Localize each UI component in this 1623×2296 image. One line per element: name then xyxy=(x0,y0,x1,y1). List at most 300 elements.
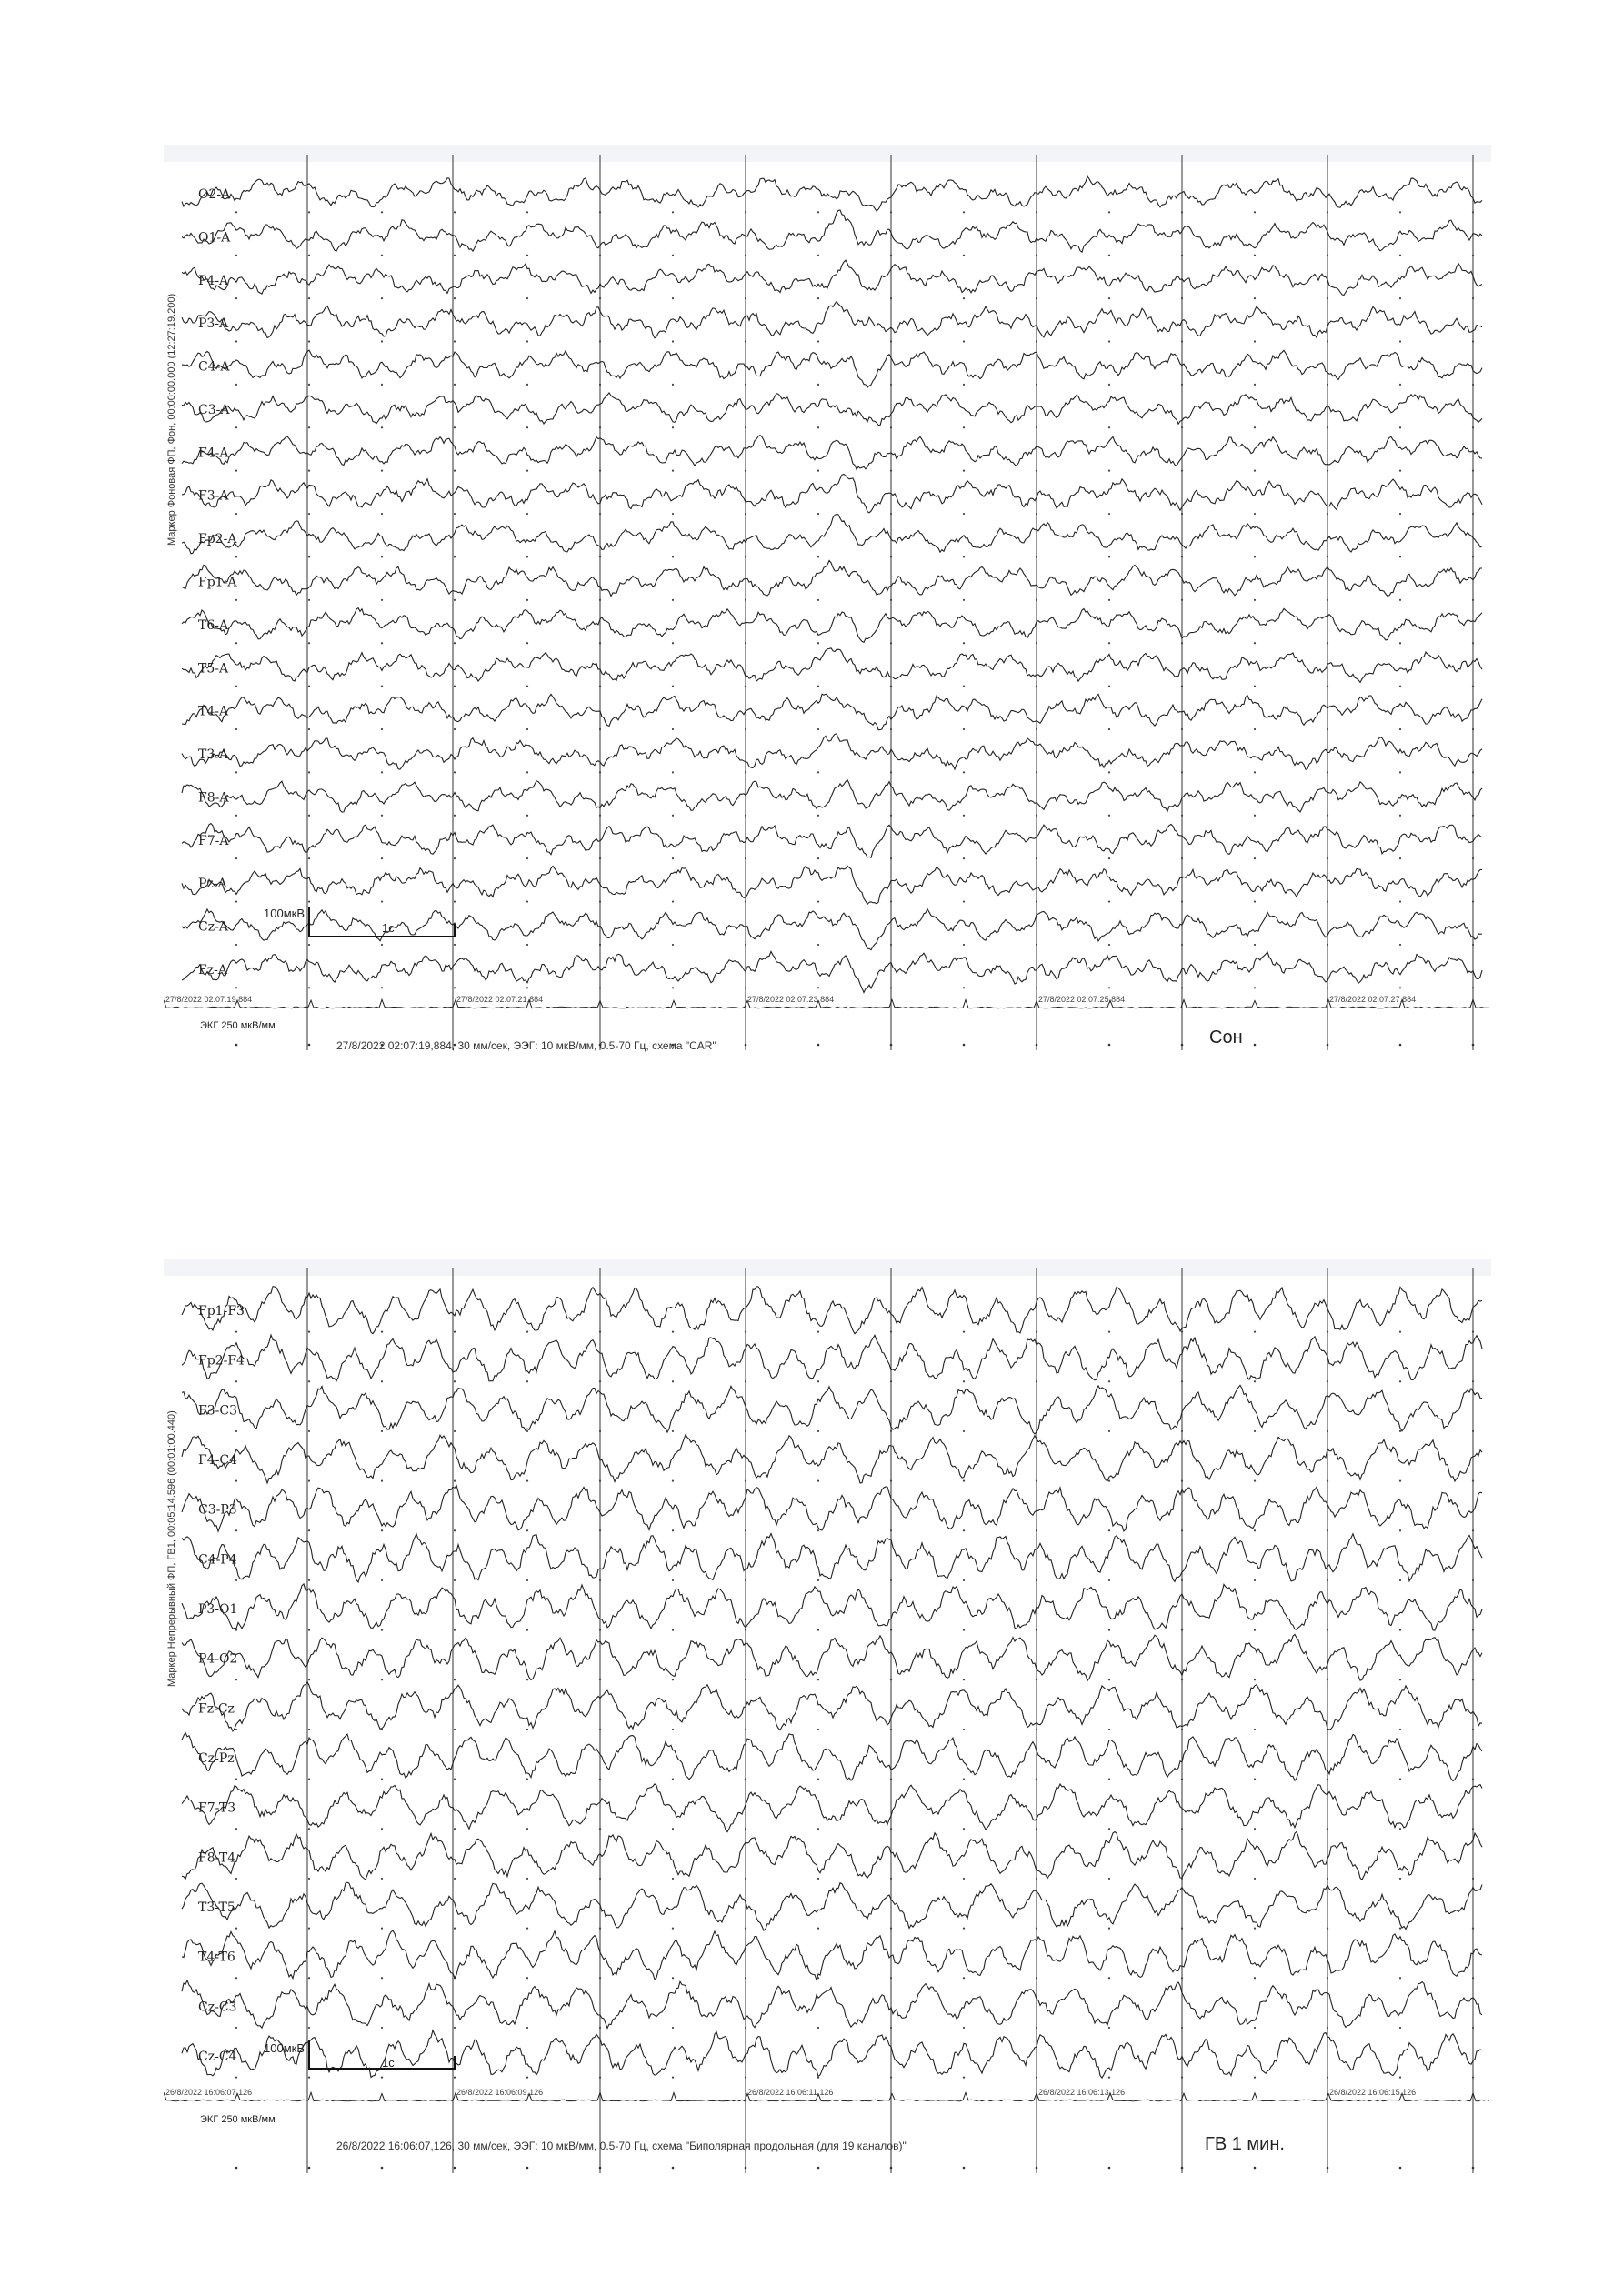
grid-dot xyxy=(1181,1331,1183,1333)
grid-dot xyxy=(1472,2167,1475,2170)
grid-dot xyxy=(1327,1629,1328,1631)
grid-dot xyxy=(1254,297,1256,299)
grid-dot xyxy=(817,599,819,601)
grid-dot xyxy=(1181,1779,1183,1780)
grid-dot xyxy=(235,211,237,213)
grid-dot xyxy=(1399,297,1401,299)
channel-label: T4-T6 xyxy=(198,1950,235,1965)
grid-dot xyxy=(235,1779,237,1780)
eeg-trace-t6-a xyxy=(182,608,1482,643)
grid-dot xyxy=(1399,1331,1401,1333)
grid-dot xyxy=(1254,1878,1256,1880)
grid-dot xyxy=(1108,2077,1110,2079)
eeg-trace-c4-p4 xyxy=(182,1534,1482,1583)
grid-dot xyxy=(963,384,965,386)
grid-dot xyxy=(890,2027,892,2029)
channel-label: F7-A xyxy=(198,833,229,848)
grid-dot xyxy=(1327,1928,1328,1930)
grid-dot xyxy=(1036,599,1037,601)
grid-dot xyxy=(963,556,965,557)
grid-dot xyxy=(890,384,892,386)
grid-dot xyxy=(526,384,528,386)
grid-dot xyxy=(1036,426,1037,428)
grid-dot xyxy=(526,987,528,988)
grid-dot xyxy=(963,2077,965,2079)
grid-dot xyxy=(1327,728,1328,730)
grid-dot xyxy=(1472,2027,1474,2029)
grid-dot xyxy=(963,1529,965,1531)
grid-dot xyxy=(454,900,456,902)
grid-dot xyxy=(1036,513,1037,515)
grid-dot xyxy=(308,384,310,386)
grid-dot xyxy=(1036,1878,1037,1880)
grid-dot xyxy=(1399,426,1401,428)
grid-dot xyxy=(381,944,383,946)
grid-dot xyxy=(454,987,456,988)
grid-dot xyxy=(526,297,528,299)
grid-dot xyxy=(599,1430,601,1432)
grid-dot xyxy=(963,1629,965,1631)
grid-dot xyxy=(672,1928,674,1930)
grid-dot xyxy=(672,728,674,730)
grid-dot xyxy=(1327,2027,1328,2029)
grid-dot xyxy=(1108,771,1110,773)
grid-dot xyxy=(1036,1480,1037,1482)
grid-dot xyxy=(745,2027,746,2029)
grid-dot xyxy=(308,1480,310,1482)
grid-dot xyxy=(890,1928,892,1930)
eeg-trace-o1-a xyxy=(182,210,1482,252)
grid-dot xyxy=(308,815,310,817)
eeg-trace-f8-a xyxy=(182,780,1482,812)
grid-dot xyxy=(1108,1977,1110,1979)
grid-dot xyxy=(817,1878,819,1880)
grid-dot xyxy=(1181,297,1183,299)
grid-dot xyxy=(890,1679,892,1680)
grid-dot xyxy=(381,2077,383,2079)
grid-dot xyxy=(1108,470,1110,472)
grid-dot xyxy=(526,1579,528,1581)
grid-dot xyxy=(1181,1044,1184,1047)
grid-dot xyxy=(1327,1828,1328,1830)
grid-dot xyxy=(308,1044,311,1047)
eeg-trace-o2-a xyxy=(182,176,1482,211)
grid-dot xyxy=(1036,1380,1037,1382)
grid-dot xyxy=(454,1529,456,1531)
channel-label: Fp1-F3 xyxy=(198,1304,245,1318)
grid-dot xyxy=(526,513,528,515)
timestamp-label: 26/8/2022 16:06:15,126 xyxy=(1329,2088,1417,2097)
grid-dot xyxy=(745,255,746,256)
grid-dot xyxy=(235,2077,237,2079)
calibration-time: 1с xyxy=(382,921,395,935)
grid-dot xyxy=(1036,2077,1037,2079)
grid-dot xyxy=(454,1828,456,1830)
grid-dot xyxy=(817,426,819,428)
timestamp-label: 27/8/2022 02:07:19,884 xyxy=(165,995,253,1004)
grid-dot xyxy=(1472,297,1474,299)
grid-dot xyxy=(890,2167,893,2170)
eeg-trace-c4-a xyxy=(182,350,1482,387)
grid-dot xyxy=(235,1331,237,1333)
grid-dot xyxy=(1036,297,1037,299)
grid-dot xyxy=(963,1828,965,1830)
grid-dot xyxy=(1472,1729,1474,1730)
channel-label: T5-A xyxy=(198,661,229,677)
grid-dot xyxy=(1108,987,1110,988)
grid-dot xyxy=(1181,384,1183,386)
grid-dot xyxy=(1181,2077,1183,2079)
grid-dot xyxy=(1399,728,1401,730)
grid-dot xyxy=(235,1878,237,1880)
grid-dot xyxy=(599,1928,601,1930)
grid-dot xyxy=(1254,513,1256,515)
grid-dot xyxy=(890,1779,892,1780)
grid-dot xyxy=(381,1878,383,1880)
grid-dot xyxy=(817,1729,819,1730)
grid-dot xyxy=(890,599,892,601)
grid-dot xyxy=(963,857,965,859)
grid-dot xyxy=(308,987,310,988)
grid-dot xyxy=(745,1779,746,1780)
grid-dot xyxy=(745,1044,747,1047)
grid-dot xyxy=(599,340,601,342)
grid-dot xyxy=(526,900,528,902)
eeg-trace-f3-a xyxy=(182,475,1482,513)
grid-dot xyxy=(1472,944,1474,946)
grid-dot xyxy=(454,211,456,213)
grid-dot xyxy=(454,642,456,644)
grid-dot xyxy=(1181,1977,1183,1979)
eeg-traces-hyperventilation xyxy=(164,1259,1491,2178)
grid-dot xyxy=(599,513,601,515)
grid-dot xyxy=(1181,1430,1183,1432)
grid-dot xyxy=(526,642,528,644)
grid-dot xyxy=(235,1430,237,1432)
grid-dot xyxy=(672,1480,674,1482)
timestamp-label: 26/8/2022 16:06:13,126 xyxy=(1038,2088,1126,2097)
grid-dot xyxy=(235,1529,237,1531)
calibration-time: 1с xyxy=(382,2056,395,2070)
grid-dot xyxy=(381,1977,383,1979)
grid-dot xyxy=(599,944,601,946)
grid-dot xyxy=(672,771,674,773)
grid-dot xyxy=(817,728,819,730)
grid-dot xyxy=(672,1977,674,1979)
grid-dot xyxy=(308,1529,310,1531)
grid-dot xyxy=(817,1044,820,1047)
grid-dot xyxy=(1108,384,1110,386)
grid-dot xyxy=(672,340,674,342)
grid-dot xyxy=(672,2077,674,2079)
grid-dot xyxy=(235,297,237,299)
grid-dot xyxy=(599,1977,601,1979)
grid-dot xyxy=(599,686,601,687)
grid-dot xyxy=(1472,857,1474,859)
grid-dot xyxy=(1327,1977,1328,1979)
grid-dot xyxy=(963,1977,965,1979)
grid-dot xyxy=(963,1579,965,1581)
grid-dot xyxy=(1036,857,1037,859)
grid-dot xyxy=(1181,1529,1183,1531)
grid-dot xyxy=(1108,1729,1110,1730)
grid-dot xyxy=(454,1579,456,1581)
grid-dot xyxy=(1036,211,1037,213)
grid-dot xyxy=(890,1629,892,1631)
grid-dot xyxy=(1254,1729,1256,1730)
grid-dot xyxy=(454,1679,456,1680)
grid-dot xyxy=(1181,2167,1184,2170)
channel-label: T6-A xyxy=(198,617,229,633)
grid-dot xyxy=(963,900,965,902)
grid-dot xyxy=(1254,900,1256,902)
grid-dot xyxy=(817,1480,819,1482)
grid-dot xyxy=(1472,1380,1474,1382)
grid-dot xyxy=(890,987,892,988)
channel-label: C4-A xyxy=(198,359,230,375)
grid-dot xyxy=(1108,426,1110,428)
grid-dot xyxy=(745,1579,746,1581)
channel-label: T4-A xyxy=(198,704,229,719)
grid-dot xyxy=(599,1529,601,1531)
grid-dot xyxy=(454,1729,456,1730)
grid-dot xyxy=(963,815,965,817)
grid-dot xyxy=(381,599,383,601)
grid-dot xyxy=(1327,857,1328,859)
grid-dot xyxy=(745,900,746,902)
grid-dot xyxy=(526,426,528,428)
grid-dot xyxy=(235,1629,237,1631)
grid-dot xyxy=(1399,556,1401,557)
grid-dot xyxy=(1327,1779,1328,1780)
grid-dot xyxy=(1181,900,1183,902)
grid-dot xyxy=(235,1828,237,1830)
grid-dot xyxy=(817,513,819,515)
grid-dot xyxy=(1181,857,1183,859)
grid-dot xyxy=(672,599,674,601)
grid-dot xyxy=(672,384,674,386)
channel-label: C3-A xyxy=(198,402,230,417)
grid-dot xyxy=(1472,1044,1475,1047)
grid-dot xyxy=(454,857,456,859)
grid-dot xyxy=(672,1729,674,1730)
grid-dot xyxy=(599,1729,601,1730)
grid-dot xyxy=(381,470,383,472)
grid-dot xyxy=(745,771,746,773)
grid-dot xyxy=(1254,1977,1256,1979)
grid-dot xyxy=(235,728,237,730)
grid-dot xyxy=(1399,1779,1401,1780)
grid-dot xyxy=(1254,1044,1257,1047)
grid-dot xyxy=(454,1629,456,1631)
grid-dot xyxy=(1254,384,1256,386)
grid-dot xyxy=(1472,1529,1474,1531)
grid-dot xyxy=(745,513,746,515)
grid-dot xyxy=(526,1380,528,1382)
grid-dot xyxy=(1254,944,1256,946)
grid-dot xyxy=(817,255,819,256)
grid-dot xyxy=(1399,2167,1402,2170)
grid-dot xyxy=(1472,1480,1474,1482)
grid-dot xyxy=(1036,1044,1038,1047)
grid-dot xyxy=(1327,1331,1328,1333)
grid-dot xyxy=(1108,255,1110,256)
grid-dot xyxy=(1036,815,1037,817)
grid-dot xyxy=(308,2027,310,2029)
grid-dot xyxy=(745,1679,746,1680)
eeg-trace-f3-c3 xyxy=(182,1385,1482,1434)
grid-dot xyxy=(672,297,674,299)
grid-dot xyxy=(1254,987,1256,988)
grid-dot xyxy=(1108,599,1110,601)
channel-label: Cz-C3 xyxy=(198,2000,237,2015)
channel-label: P4-O2 xyxy=(198,1651,238,1667)
grid-dot xyxy=(381,1928,383,1930)
grid-dot xyxy=(308,1380,310,1382)
grid-dot xyxy=(1327,1579,1328,1581)
timestamp-label: 26/8/2022 16:06:09,126 xyxy=(456,2088,544,2097)
grid-dot xyxy=(1327,2077,1328,2079)
grid-dot xyxy=(526,1679,528,1680)
grid-dot xyxy=(963,1679,965,1680)
grid-dot xyxy=(1108,1928,1110,1930)
eeg-trace-f4-c4 xyxy=(182,1435,1482,1483)
channel-label: O1-A xyxy=(198,230,231,246)
eeg-trace-f7-a xyxy=(182,824,1482,858)
grid-dot xyxy=(1181,987,1183,988)
recording-state: Сон xyxy=(1209,1028,1243,1048)
grid-dot xyxy=(1254,1579,1256,1581)
timestamp-label: 26/8/2022 16:06:07,126 xyxy=(165,2088,253,2097)
grid-dot xyxy=(817,815,819,817)
grid-dot xyxy=(672,642,674,644)
grid-dot xyxy=(308,728,310,730)
grid-dot xyxy=(745,728,746,730)
grid-dot xyxy=(1327,384,1328,386)
grid-dot xyxy=(1108,1579,1110,1581)
grid-dot xyxy=(1108,815,1110,817)
grid-dot xyxy=(1399,384,1401,386)
timestamp-label: 27/8/2022 02:07:25,884 xyxy=(1038,995,1126,1004)
grid-dot xyxy=(745,211,746,213)
grid-dot xyxy=(599,857,601,859)
grid-dot xyxy=(1399,1579,1401,1581)
grid-dot xyxy=(454,1928,456,1930)
grid-dot xyxy=(1327,1044,1329,1047)
grid-dot xyxy=(963,1044,966,1047)
grid-dot xyxy=(1472,255,1474,256)
grid-dot xyxy=(1399,900,1401,902)
grid-dot xyxy=(235,556,237,557)
grid-dot xyxy=(1327,1480,1328,1482)
eeg-trace-t3-a xyxy=(182,734,1482,769)
grid-dot xyxy=(1181,470,1183,472)
grid-dot xyxy=(963,1331,965,1333)
grid-dot xyxy=(308,900,310,902)
grid-dot xyxy=(1399,686,1401,687)
grid-dot xyxy=(1108,686,1110,687)
grid-dot xyxy=(1108,211,1110,213)
grid-dot xyxy=(1472,1878,1474,1880)
grid-dot xyxy=(381,728,383,730)
grid-dot xyxy=(454,686,456,687)
grid-dot xyxy=(526,728,528,730)
grid-dot xyxy=(1108,1629,1110,1631)
grid-dot xyxy=(890,771,892,773)
grid-dot xyxy=(1181,2027,1183,2029)
grid-dot xyxy=(672,1430,674,1432)
grid-dot xyxy=(1327,1380,1328,1382)
grid-dot xyxy=(745,1480,746,1482)
grid-dot xyxy=(672,255,674,256)
grid-dot xyxy=(526,1779,528,1780)
grid-dot xyxy=(1399,815,1401,817)
grid-dot xyxy=(963,771,965,773)
grid-dot xyxy=(890,211,892,213)
grid-dot xyxy=(672,686,674,687)
grid-dot xyxy=(745,1928,746,1930)
grid-dot xyxy=(526,1430,528,1432)
grid-dot xyxy=(1472,1679,1474,1680)
grid-dot xyxy=(1181,599,1183,601)
grid-dot xyxy=(890,1529,892,1531)
grid-dot xyxy=(1181,1380,1183,1382)
grid-dot xyxy=(235,1044,238,1047)
grid-dot xyxy=(1036,728,1037,730)
header-band xyxy=(164,1259,1491,1276)
grid-dot xyxy=(1327,297,1328,299)
grid-dot xyxy=(1472,1928,1474,1930)
grid-dot xyxy=(817,771,819,773)
grid-dot xyxy=(1399,599,1401,601)
grid-dot xyxy=(1181,255,1183,256)
grid-dot xyxy=(235,771,237,773)
grid-dot xyxy=(1108,944,1110,946)
grid-dot xyxy=(1399,1380,1401,1382)
grid-dot xyxy=(381,1579,383,1581)
grid-dot xyxy=(1327,1878,1328,1880)
grid-dot xyxy=(672,1380,674,1382)
channel-label: F4-A xyxy=(198,446,229,461)
grid-dot xyxy=(1399,1729,1401,1730)
grid-dot xyxy=(745,1629,746,1631)
grid-dot xyxy=(1181,1629,1183,1631)
ekg-label: ЭКГ 250 мкВ/мм xyxy=(200,2114,276,2125)
grid-dot xyxy=(1108,2167,1111,2170)
grid-dot xyxy=(599,1480,601,1482)
grid-dot xyxy=(890,1430,892,1432)
grid-dot xyxy=(599,1679,601,1680)
grid-dot xyxy=(745,2077,746,2079)
grid-dot xyxy=(817,987,819,988)
grid-dot xyxy=(1254,642,1256,644)
grid-dot xyxy=(963,470,965,472)
grid-dot xyxy=(308,1977,310,1979)
grid-dot xyxy=(1399,642,1401,644)
grid-dot xyxy=(235,1679,237,1680)
grid-dot xyxy=(1181,642,1183,644)
grid-dot xyxy=(381,2027,383,2029)
grid-dot xyxy=(1181,1928,1183,1930)
grid-dot xyxy=(1036,2027,1037,2029)
grid-dot xyxy=(235,513,237,515)
grid-dot xyxy=(963,426,965,428)
grid-dot xyxy=(745,944,746,946)
grid-dot xyxy=(817,556,819,557)
grid-dot xyxy=(308,2077,310,2079)
grid-dot xyxy=(1399,2077,1401,2079)
grid-dot xyxy=(235,1380,237,1382)
